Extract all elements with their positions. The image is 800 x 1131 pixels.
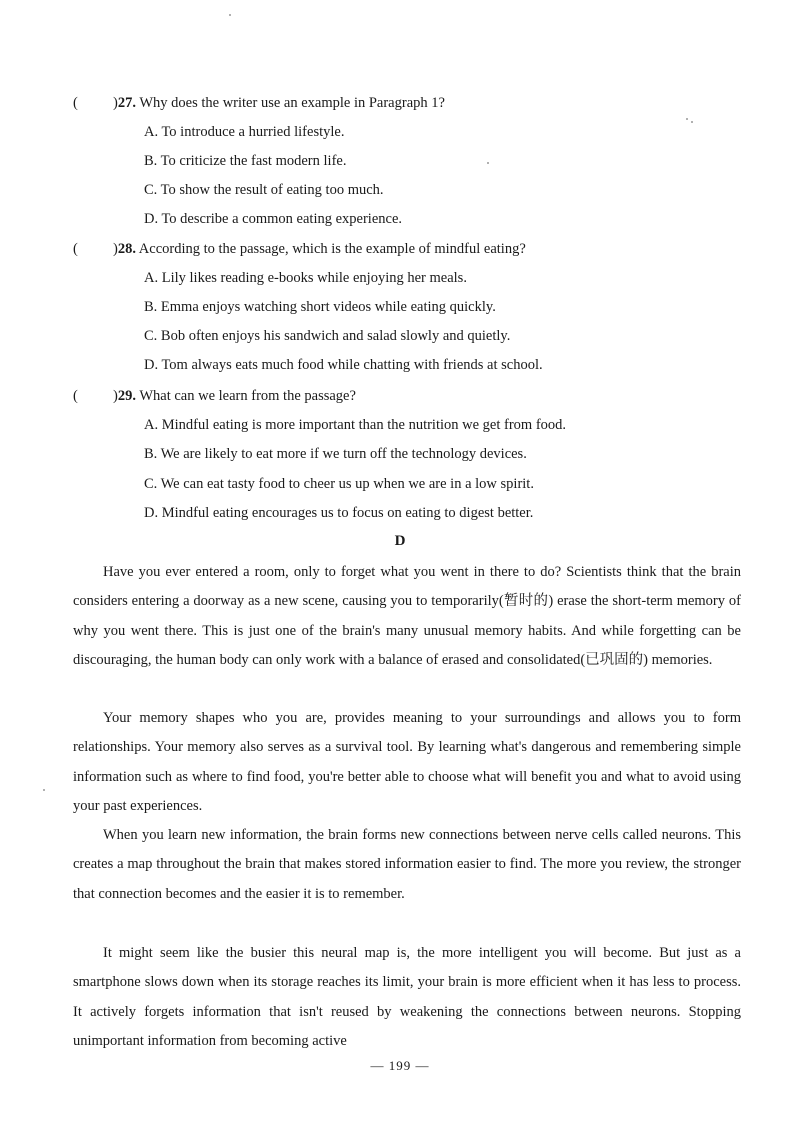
scan-speck — [686, 118, 688, 120]
paragraph-text: When you learn new information, the brain forms new connections between nerve cells called neurons. This creates a map throughout the brain that makes stored information easier to find. The more you review, the stronger that connection becomes and the easier it is to remember. — [73, 827, 741, 902]
passage-paragraph — [73, 939, 741, 1056]
option-29-b: B. We are likely to eat more if we turn off the technology devices. — [144, 446, 527, 462]
option-27-a: A. To introduce a hurried lifestyle. — [144, 124, 345, 140]
answer-blank-close: ) — [113, 388, 118, 404]
option-29-d: D. Mindful eating encourages us to focus on eating to digest better. — [144, 505, 534, 521]
answer-blank-open: ( — [73, 95, 78, 111]
answer-blank-open: ( — [73, 241, 78, 257]
option-27-d: D. To describe a common eating experience. — [144, 211, 403, 227]
question-27 — [73, 93, 445, 113]
scan-speck — [229, 14, 231, 16]
question-number: 27. — [117, 95, 136, 111]
scan-speck — [43, 789, 45, 791]
question-28 — [73, 239, 526, 259]
option-29-c: C. We can eat tasty food to cheer us up when we are in a low spirit. — [144, 476, 534, 492]
option-28-b: B. Emma enjoys watching short videos while eating quickly. — [144, 299, 496, 315]
question-29 — [73, 386, 356, 406]
paragraph-text: Your memory shapes who you are, provides meaning to your surroundings and allows you to form relationships. Your memory also serves as a survival tool. By learning what's dangerous and remembering simple information such as where to find food, you're better able to choose what will benefit you and what to avoid using your past experiences. — [73, 710, 741, 814]
option-28-d: D. Tom always eats much food while chatting with friends at school. — [144, 357, 543, 373]
question-stem: According to the passage, which is the example of mindful eating? — [138, 241, 526, 257]
section-heading: D — [394, 533, 406, 549]
option-28-c: C. Bob often enjoys his sandwich and salad slowly and quietly. — [144, 328, 511, 344]
option-27-c: C. To show the result of eating too much. — [144, 182, 384, 198]
paragraph-text: It might seem like the busier this neural map is, the more intelligent you will become. But just as a smartphone slows down when its storage reaches its limit, your brain is more efficient when it has less to process. It actively forgets information that isn't reused by weakening the connections between neurons. Stopping unimportant information from becoming active — [73, 945, 741, 1049]
scan-speck — [691, 121, 693, 123]
option-29-a: A. Mindful eating is more important than the nutrition we get from food. — [144, 417, 567, 433]
option-28-a: A. Lily likes reading e-books while enjoying her meals. — [144, 270, 467, 286]
question-number: 28. — [117, 241, 136, 257]
passage-paragraph — [73, 821, 741, 909]
passage-paragraph — [73, 704, 741, 821]
paragraph-text: Have you ever entered a room, only to forget what you went in there to do? Scientists think that the brain considers entering a doorway as a new scene, causing you to temporarily(暂时的) erase the short-term memory of why you went there. This is just one of the brain's many unusual memory habits. And while forgetting can be discouraging, the human body can only work with a balance of erased and consolidated(已巩固的) memories. — [73, 564, 741, 668]
page-number: — 199 — — [370, 1058, 430, 1073]
answer-blank-close: ) — [113, 241, 118, 257]
question-stem: Why does the writer use an example in Paragraph 1? — [139, 95, 445, 111]
scan-speck — [487, 162, 489, 164]
answer-blank-close: ) — [113, 95, 118, 111]
question-number: 29. — [117, 388, 136, 404]
passage-paragraph — [73, 558, 741, 675]
answer-blank-open: ( — [73, 388, 78, 404]
question-stem: What can we learn from the passage? — [139, 388, 356, 404]
option-27-b: B. To criticize the fast modern life. — [144, 153, 347, 169]
